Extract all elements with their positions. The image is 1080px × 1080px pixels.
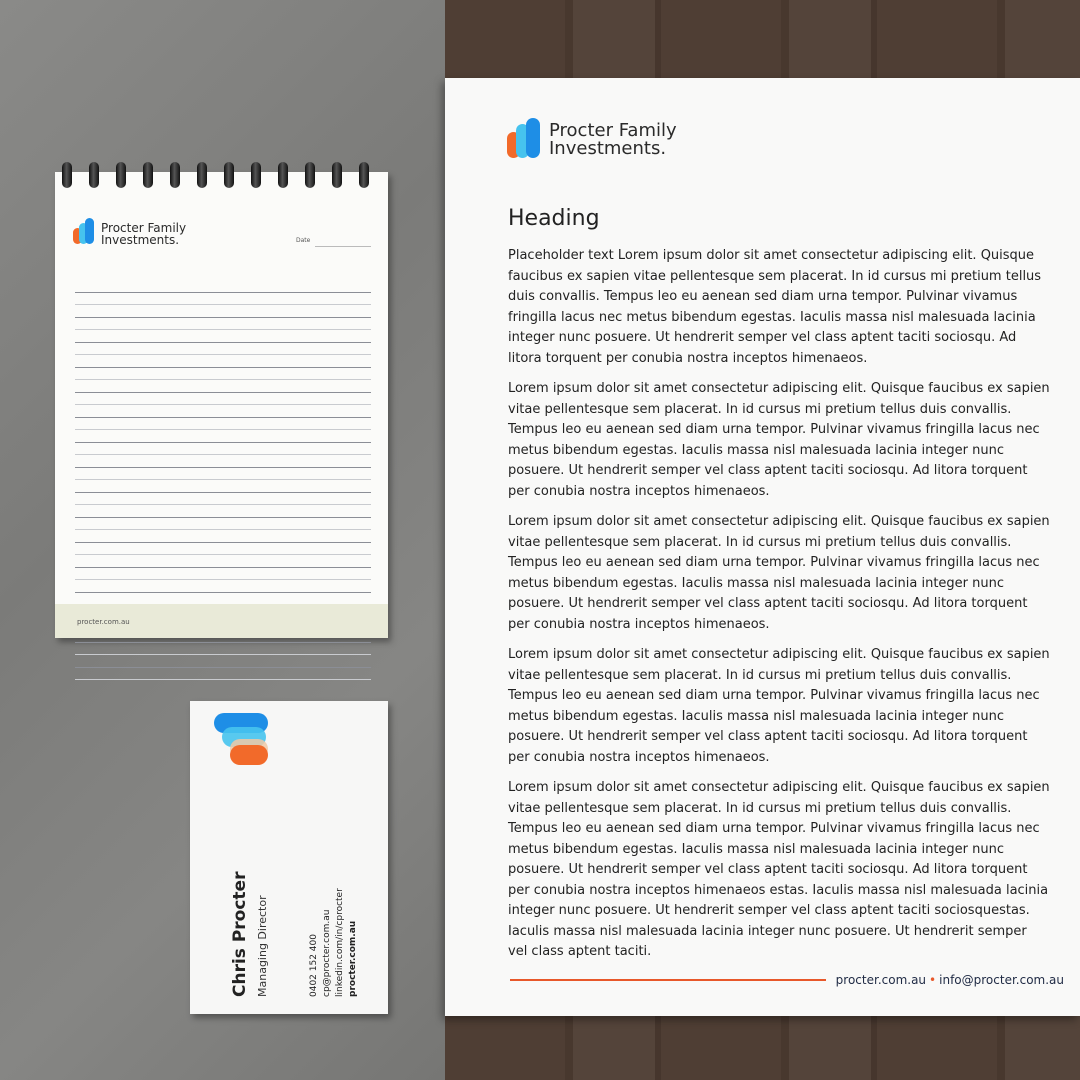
body-paragraph: Placeholder text Lorem ipsum dolor sit amet consectetur adipiscing elit. Quisque faucibus ex sapien vitae pellentesque sem placerat. In id cursus mi pretium tellus duis convallis. Tempus leo eu aenean sed diam urna tempor. Pulvinar vivamus fringilla lacus nec metus bibendum egestas. Iaculis massa nisl malesuada lacinia integer nunc posuere. Ut hendrerit semper vel class aptent taciti sociosqu. Ad litora torquent per conubia nostra inceptos himenaeos. [508, 248, 1042, 366]
card-website: procter.com.au [348, 920, 358, 997]
body-paragraph: Lorem ipsum dolor sit amet consectetur adipiscing elit. Quisque faucibus ex sapien vitae pellentesque sem placerat. In id cursus mi pretium tellus duis convallis. Tempus leo eu aenean sed diam urna tempor. Pulvinar vivamus fringilla lacus nec metus bibendum egestas. Iaculis massa nisl malesuada lacinia integer nunc posuere. Ut hendrerit semper vel class aptent taciti sociosqu. Ad litora torquent per conubia nostra inceptos himenaeos. [508, 647, 1050, 765]
letterhead-brand: Procter Family Investments. [549, 120, 677, 159]
notebook-brand: Procter Family Investments. [101, 221, 187, 247]
card-job-title: Managing Director [256, 895, 269, 997]
notebook-date-line [315, 246, 371, 247]
notebook-footer [55, 604, 388, 638]
spiral-notebook [55, 172, 388, 638]
body-paragraph: Lorem ipsum dolor sit amet consectetur adipiscing elit. Quisque faucibus ex sapien vitae pellentesque sem placerat. In id cursus mi pretium tellus duis convallis. Tempus leo eu aenean sed diam urna tempor. Pulvinar vivamus fringilla lacus nec metus bibendum egestas. Iaculis massa nisl malesuada lacinia integer nunc posuere. Ut hendrerit semper vel class aptent taciti sociosqu. Ad litora torquent per conubia nostra inceptos himenaeos. [508, 514, 1050, 632]
letterhead-body [508, 246, 1050, 973]
footer-rule [510, 979, 826, 981]
business-card [190, 701, 388, 1014]
footer-separator: • [929, 973, 937, 987]
notebook-date-label: Date [296, 237, 311, 244]
card-phone: 0402 152 400 [309, 934, 319, 997]
brand-logo-icon [507, 118, 543, 160]
brand-logo-icon [73, 218, 95, 246]
letterhead-footer [836, 973, 1064, 987]
card-identity [230, 872, 269, 997]
body-paragraph: Lorem ipsum dolor sit amet consectetur adipiscing elit. Quisque faucibus ex sapien vitae pellentesque sem placerat. In id cursus mi pretium tellus duis convallis. Tempus leo eu aenean sed diam urna tempor. Pulvinar vivamus fringilla lacus nec metus bibendum egestas. Iaculis massa nisl malesuada lacinia integer nunc posuere. Ut hendrerit semper vel class aptent taciti sociosqu. Ad litora torquent per conubia nostra inceptos himenaeos estas. Iaculis massa nisl malesuada lacinia integer nunc posuere. Ut hendrerit semper vel class aptent taciti sociosquestas. Iaculis massa nisl malesuada lacinia integer nunc posuere. Ut hendrerit semper vel class aptent taciti. [508, 780, 1050, 959]
footer-website: procter.com.au [835, 973, 927, 987]
brand-logo-icon [212, 713, 270, 765]
card-linkedin: linkedin.com/in/cprocter [335, 888, 345, 997]
notebook-spiral [60, 162, 380, 190]
card-name: Chris Procter [230, 871, 250, 997]
notebook-footer-url: procter.com.au [77, 618, 130, 626]
card-email: cp@procter.com.au [322, 909, 332, 997]
footer-email: info@procter.com.au [939, 973, 1064, 987]
letterhead-page [445, 78, 1080, 1016]
body-paragraph: Lorem ipsum dolor sit amet consectetur adipiscing elit. Quisque faucibus ex sapien vitae pellentesque sem placerat. In id cursus mi pretium tellus duis convallis. Tempus leo eu aenean sed diam urna tempor. Pulvinar vivamus fringilla lacus nec metus bibendum egestas. Iaculis massa nisl malesuada lacinia integer nunc posuere. Ut hendrerit semper vel class aptent taciti sociosqu. Ad litora torquent per conubia nostra inceptos himenaeos. [508, 381, 1050, 499]
card-contact-details [308, 888, 360, 997]
letterhead-heading: Heading [508, 206, 600, 231]
